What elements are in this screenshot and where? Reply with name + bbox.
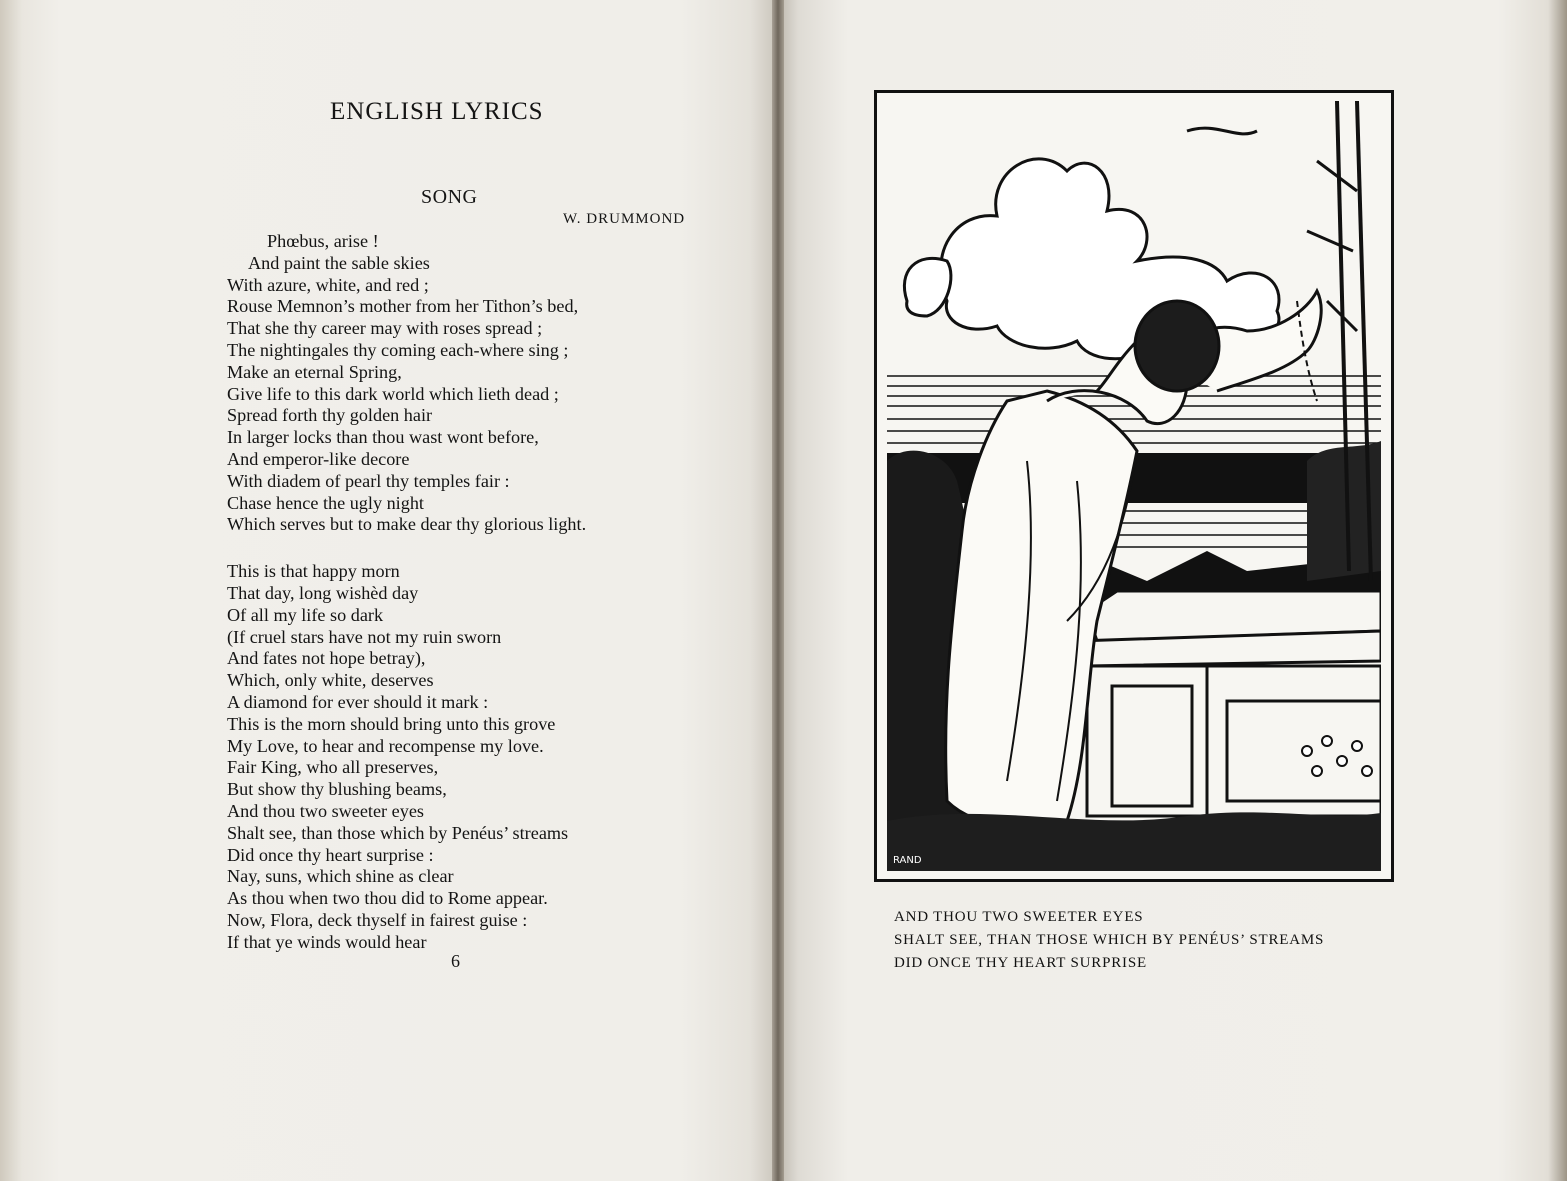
poem-line: (If cruel stars have not my ruin sworn xyxy=(227,626,502,647)
song-title: SONG xyxy=(421,186,478,208)
poem-line: This is that happy morn xyxy=(227,561,400,582)
poem-line: That day, long wishèd day xyxy=(227,582,419,603)
artist-monogram: RAND xyxy=(893,855,922,866)
caption-line: SHALT SEE, THAN THOSE WHICH BY PENÉUS’ STREAMS xyxy=(894,932,1325,948)
poem-line: Phœbus, arise ! xyxy=(267,231,379,251)
grass-ground xyxy=(887,812,1381,871)
poem-line: Rouse Memnon’s mother from her Tithon’s bed, xyxy=(227,296,579,317)
poem-text xyxy=(227,231,586,954)
poem-line: And fates not hope betray), xyxy=(227,648,426,669)
poem-line: Give life to this dark world which lieth dead ; xyxy=(227,383,559,404)
poem-line: My Love, to hear and recompense my love. xyxy=(227,735,544,756)
poem-line: With azure, white, and red ; xyxy=(227,274,429,295)
poem-line: Nay, suns, which shine as clear xyxy=(227,866,454,887)
page-number: 6 xyxy=(451,951,460,971)
poem-line: With diadem of pearl thy temples fair : xyxy=(227,470,510,491)
poem-line: And thou two sweeter eyes xyxy=(227,800,424,821)
illustration-drawing xyxy=(887,101,1381,871)
poem-line: As thou when two thou did to Rome appear. xyxy=(227,888,548,909)
poem-line: This is the morn should bring unto this grove xyxy=(227,713,556,734)
poem-line: Chase hence the ugly night xyxy=(227,492,424,513)
poem-line: Now, Flora, deck thyself in fairest guise : xyxy=(227,909,528,930)
running-head: ENGLISH LYRICS xyxy=(330,98,544,125)
poem-line: But show thy blushing beams, xyxy=(227,779,447,800)
poem-line: In larger locks than thou wast wont before, xyxy=(227,427,539,448)
poem-line: Did once thy heart surprise : xyxy=(227,844,434,865)
caption-line: DID ONCE THY HEART SURPRISE xyxy=(894,955,1147,971)
author-name: W. DRUMMOND xyxy=(563,211,686,227)
illustration-plate xyxy=(874,90,1394,882)
poem-line: The nightingales thy coming each-where sing ; xyxy=(227,339,569,360)
right-page xyxy=(778,0,1567,1181)
poem-line: Shalt see, than those which by Penéus’ streams xyxy=(227,822,569,843)
stone-tomb xyxy=(1077,591,1381,816)
book-gutter xyxy=(772,0,784,1181)
poem-line: Which, only white, deserves xyxy=(227,670,434,691)
poem-line: Which serves but to make dear thy glorious light. xyxy=(227,514,587,535)
poem-line: That she thy career may with roses spread ; xyxy=(227,318,543,339)
poem-line: If that ye winds would hear xyxy=(227,931,427,952)
caption-line: AND THOU TWO SWEETER EYES xyxy=(894,909,1144,925)
poem-line: And emperor-like decore xyxy=(227,448,410,469)
illustration-caption xyxy=(894,906,1324,975)
poem-line: A diamond for ever should it mark : xyxy=(227,691,489,712)
poem-line: Spread forth thy golden hair xyxy=(227,405,433,426)
left-page xyxy=(0,0,778,1181)
poem-line: Make an eternal Spring, xyxy=(227,361,402,382)
poem-line: Of all my life so dark xyxy=(227,604,384,625)
poem-line: And paint the sable skies xyxy=(248,252,430,273)
poem-line: Fair King, who all preserves, xyxy=(227,757,439,778)
